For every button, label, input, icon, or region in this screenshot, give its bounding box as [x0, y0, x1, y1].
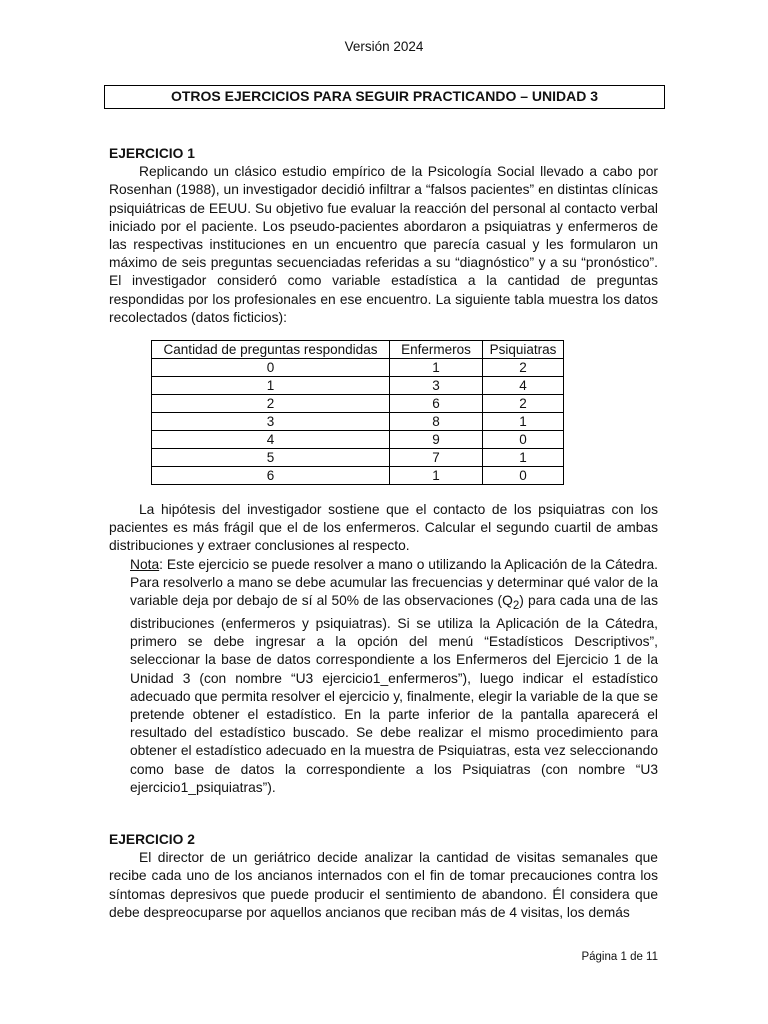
exercise-2-intro: El director de un geriátrico decide analizar la cantidad de visitas semanales que recibe cada uno de los ancianos internados con el fin de tomar precauciones contra los síntomas depresivos que puede producir el sentimiento de abandono. Él considera que debe despreocuparse por aquellos ancianos que reciban más de 4 visitas, los demás: [109, 850, 658, 920]
exercise-1-intro: Replicando un clásico estudio empírico de la Psicología Social llevado a cabo por Rosenhan (1988), un investigador decidió infiltrar a “falsos pacientes” en distintas clínicas psiquiátricas de EEUU. Su objetivo fue evaluar la reacción del personal al contacto verbal iniciado por el paciente. Los pseudo-pacientes abordaron a psiquiatras y enfermeros de las respectivas instituciones en un encuentro que parecía casual y les formularon un máximo de seis preguntas secuenciadas referidas a su “diagnóstico” y a su “pronóstico”. El investigador consideró como variable estadística a la cantidad de preguntas respondidas por los profesionales en ese encuentro. La siguiente tabla muestra los datos recolectados (datos ficticios):: [109, 164, 658, 325]
table-cell: 1: [152, 377, 390, 395]
table-cell: 5: [152, 449, 390, 467]
page-title: OTROS EJERCICIOS PARA SEGUIR PRACTICANDO – UNIDAD 3: [104, 85, 665, 109]
table-cell: 3: [390, 377, 483, 395]
exercise-1-heading: EJERCICIO 1: [109, 146, 195, 161]
page-number: Página 1 de 11: [581, 951, 658, 963]
col-header-questions: Cantidad de preguntas respondidas: [152, 341, 390, 359]
table-cell: 8: [390, 413, 483, 431]
table-header-row: [152, 341, 564, 359]
table-cell: 2: [152, 395, 390, 413]
exercise-1-note: [130, 556, 658, 797]
table-cell: 7: [390, 449, 483, 467]
note-text-b: ) para cada una de las distribuciones (enfermeros y psiquiatras). Si se utiliza la Aplicación de la Cátedra, primero se debe ingresar a la opción del menú “Estadísticos Descriptivos”, seleccionar la base de datos correspondiente a los Enfermeros del Ejercicio 1 de la Unidad 3 (con nombre “U3 ejercicio1_enfermeros”), luego indicar el estadístico adecuado que permita resolver el ejercicio y, finalmente, elegir la variable de la que se pretende obtener el estadístico. En la parte inferior de la pantalla aparecerá el resultado del estadístico buscado. Se debe realizar el mismo procedimiento para obtener el estadístico adecuado en la muestra de Psiquiatras, esta vez seleccionando como base de datos la correspondiente a los Psiquiatras (con nombre “U3 ejercicio1_psiquiatras”).: [130, 593, 658, 795]
table-cell: 6: [152, 467, 390, 485]
table-row: [152, 467, 564, 485]
exercise-1-hypothesis: La hipótesis del investigador sostiene que el contacto de los psiquiatras con los pacientes es más frágil que el de los enfermeros. Calcular el segundo cuartil de ambas distribuciones y extraer conclusiones al respecto.: [109, 502, 658, 554]
table-cell: 1: [390, 359, 483, 377]
table-cell: 0: [483, 467, 564, 485]
table-cell: 1: [483, 413, 564, 431]
version-label: Versión 2024: [344, 39, 424, 54]
table-cell: 2: [483, 359, 564, 377]
note-subscript: 2: [512, 599, 520, 612]
col-header-psychiatrists: Psiquiatras: [483, 341, 564, 359]
table-cell: 1: [483, 449, 564, 467]
table-cell: 9: [390, 431, 483, 449]
table-cell: 2: [483, 395, 564, 413]
document-body: [109, 145, 658, 922]
table-cell: 0: [152, 359, 390, 377]
table-cell: 1: [390, 467, 483, 485]
table-row: [152, 431, 564, 449]
table-cell: 0: [483, 431, 564, 449]
note-text-a: : Este ejercicio se puede resolver a mano o utilizando la Aplicación de la Cátedra. Para resolverlo a mano se debe acumular las frecuencias y determinar qué valor de la variable deja por debajo de sí al 50% de las observaciones (Q: [130, 556, 658, 609]
data-table: [151, 340, 564, 485]
col-header-nurses: Enfermeros: [390, 341, 483, 359]
table-row: [152, 449, 564, 467]
table-cell: 6: [390, 395, 483, 413]
table-cell: 4: [152, 431, 390, 449]
table-cell: 3: [152, 413, 390, 431]
note-label: Nota: [130, 556, 160, 572]
table-row: [152, 377, 564, 395]
table-row: [152, 395, 564, 413]
table-row: [152, 359, 564, 377]
table-cell: 4: [483, 377, 564, 395]
table-row: [152, 413, 564, 431]
exercise-2-heading: EJERCICIO 2: [109, 832, 195, 848]
